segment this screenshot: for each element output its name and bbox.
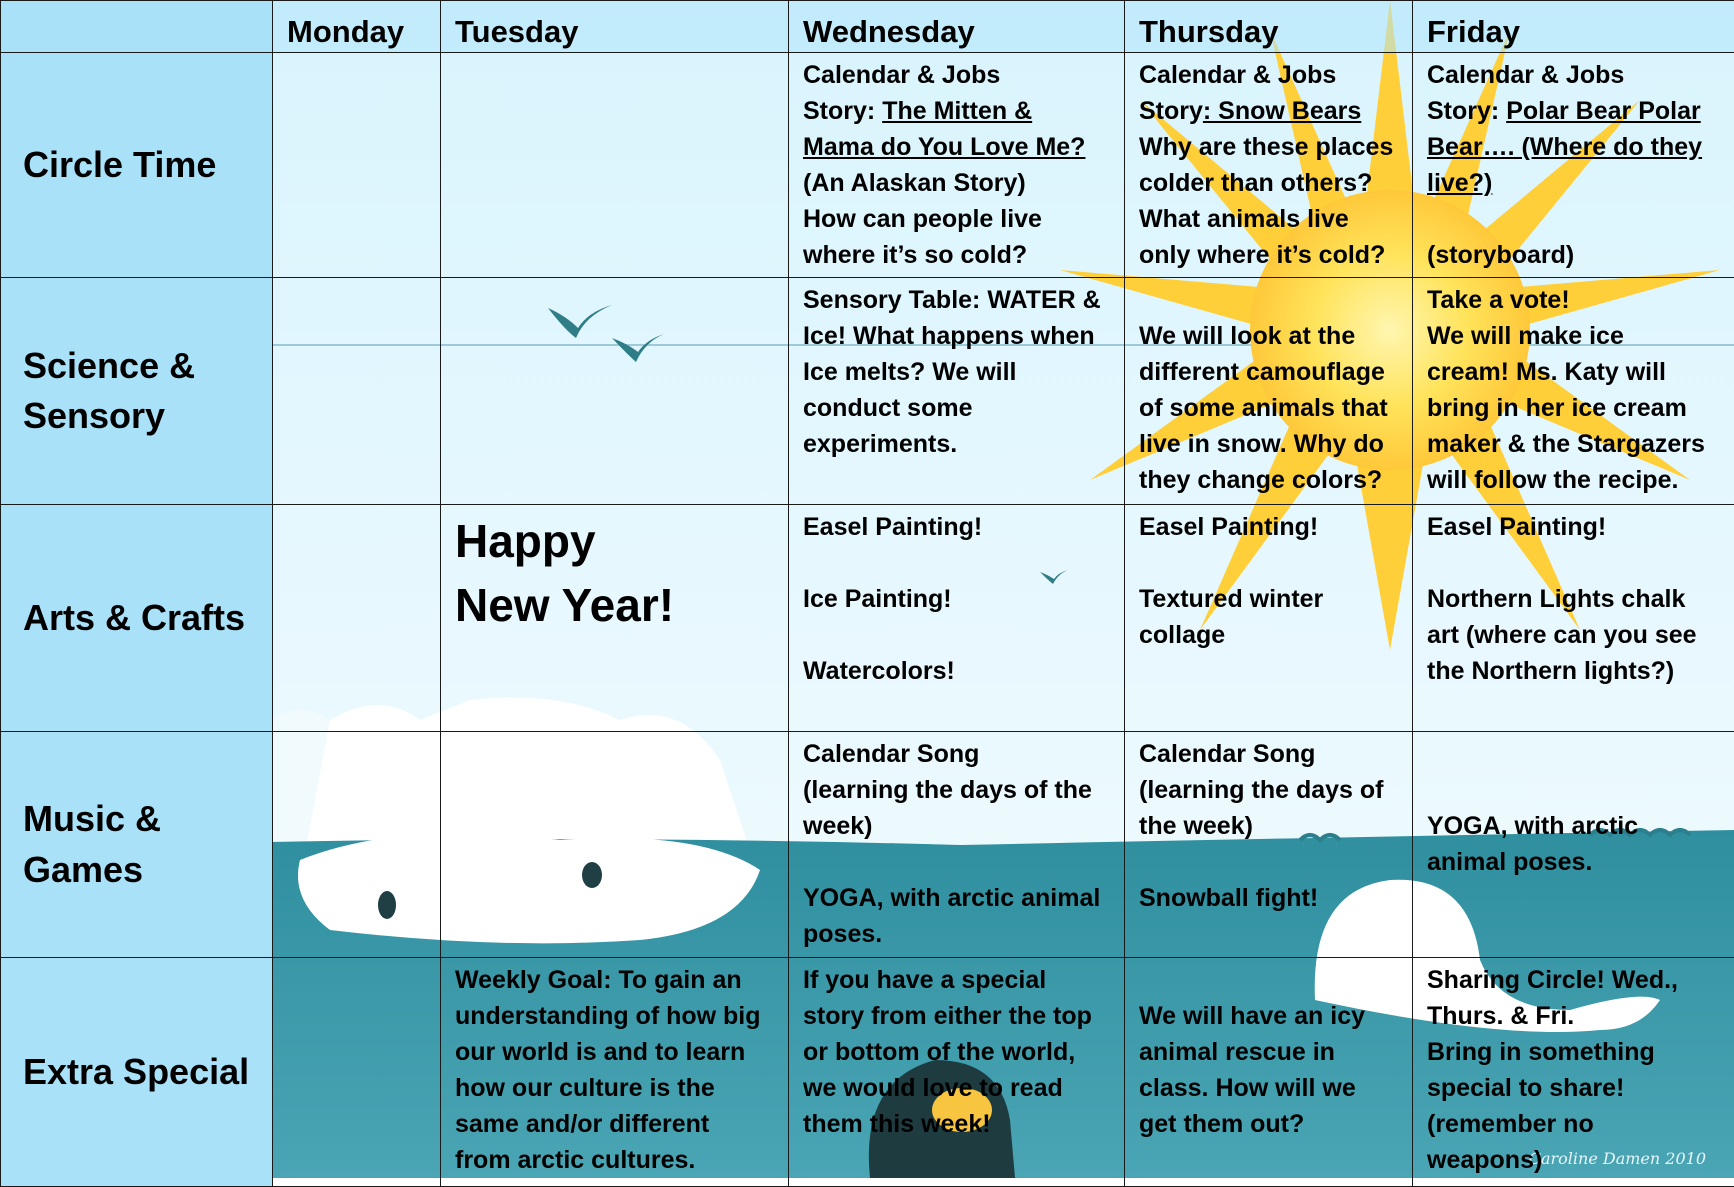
cell-line: Ice! What happens when <box>803 318 1114 354</box>
cell-extra-monday <box>273 958 441 1187</box>
cell-line: weapons) <box>1427 1142 1724 1178</box>
story-prefix: Story: <box>1427 97 1506 125</box>
cell-line: Calendar & Jobs <box>1427 57 1724 93</box>
row-label-music-games <box>1 732 273 958</box>
row-arts-crafts <box>1 505 1734 732</box>
story-title: Mama do You Love Me? <box>803 129 1114 165</box>
cell-extra-friday <box>1413 958 1734 1187</box>
cell-music-monday <box>273 732 441 958</box>
cell-line: them this week! <box>803 1106 1114 1142</box>
cell-line: How can people live <box>803 201 1114 237</box>
cell-line: Thurs. & Fri. <box>1427 998 1724 1034</box>
cell-line: Easel Painting! <box>1427 509 1724 545</box>
cell-line: week) <box>803 808 1114 844</box>
cell-line: Textured winter <box>1139 581 1402 617</box>
cell-line: animal rescue in <box>1139 1034 1402 1070</box>
header-friday: Friday <box>1413 1 1734 53</box>
header-row <box>1 1 1734 53</box>
cell-science-tuesday <box>441 278 789 505</box>
cell-line: YOGA, with arctic <box>1427 808 1724 844</box>
row-label-arts-crafts: Arts & Crafts <box>1 505 273 732</box>
header-wednesday: Wednesday <box>789 1 1125 53</box>
cell-line: from arctic cultures. <box>455 1142 778 1178</box>
cell-line: Ice Painting! <box>803 581 1114 617</box>
cell-line: conduct some <box>803 390 1114 426</box>
cell-science-wednesday <box>789 278 1125 505</box>
story-title: live?) <box>1427 165 1724 201</box>
story-prefix: Story: <box>803 97 882 125</box>
cell-line: special to share! <box>1427 1070 1724 1106</box>
cell-line: the week) <box>1139 808 1402 844</box>
cell-science-thursday <box>1125 278 1413 505</box>
greeting-line: New Year! <box>455 579 674 631</box>
cell-line: (learning the days of <box>1139 772 1402 808</box>
cell-science-monday <box>273 278 441 505</box>
cell-line <box>1427 93 1724 129</box>
story-title: Polar Bear Polar <box>1506 97 1701 125</box>
cell-line: collage <box>1139 617 1402 653</box>
row-music-games <box>1 732 1734 958</box>
artist-signature: Caroline Damen 2010 <box>1529 1149 1706 1168</box>
cell-music-tuesday <box>441 732 789 958</box>
cell-line <box>803 93 1114 129</box>
row-label-line: Music & <box>23 798 161 839</box>
cell-line: Calendar & Jobs <box>803 57 1114 93</box>
cell-arts-tuesday <box>441 505 789 732</box>
cell-line: Weekly Goal: To gain an <box>455 962 778 998</box>
cell-line: get them out? <box>1139 1106 1402 1142</box>
cell-line: Snowball fight! <box>1139 880 1402 916</box>
cell-extra-tuesday <box>441 958 789 1187</box>
row-label-line: Sensory <box>23 395 165 436</box>
cell-line: YOGA, with arctic animal <box>803 880 1114 916</box>
cell-line: Calendar & Jobs <box>1139 57 1402 93</box>
cell-arts-wednesday <box>789 505 1125 732</box>
cell-music-thursday <box>1125 732 1413 958</box>
cell-line: Easel Painting! <box>1139 509 1402 545</box>
cell-line: where it’s so cold? <box>803 237 1114 273</box>
cell-line: art (where can you see <box>1427 617 1724 653</box>
cell-line: (storyboard) <box>1427 237 1724 273</box>
cell-line: only where it’s cold? <box>1139 237 1402 273</box>
cell-line: Ice melts? We will <box>803 354 1114 390</box>
cell-line: We will look at the <box>1139 318 1402 354</box>
row-label-science-sensory <box>1 278 273 505</box>
row-label-circle-time: Circle Time <box>1 53 273 278</box>
cell-extra-thursday <box>1125 958 1413 1187</box>
cell-circle-monday <box>273 53 441 278</box>
cell-line: Bring in something <box>1427 1034 1724 1070</box>
cell-line: Why are these places <box>1139 129 1402 165</box>
story-title: Bear…. (Where do they <box>1427 129 1724 165</box>
cell-line: our world is and to learn <box>455 1034 778 1070</box>
cell-circle-friday <box>1413 53 1734 278</box>
row-circle-time <box>1 53 1734 278</box>
row-label-extra-special: Extra Special <box>1 958 273 1187</box>
cell-line: Calendar Song <box>803 736 1114 772</box>
cell-line: experiments. <box>803 426 1114 462</box>
cell-line: same and/or different <box>455 1106 778 1142</box>
cell-line: live in snow. Why do <box>1139 426 1402 462</box>
cell-line: of some animals that <box>1139 390 1402 426</box>
greeting-line: Happy <box>455 515 596 567</box>
cell-circle-wednesday <box>789 53 1125 278</box>
cell-line: Sharing Circle! Wed., <box>1427 962 1724 998</box>
header-monday: Monday <box>273 1 441 53</box>
cell-arts-thursday <box>1125 505 1413 732</box>
cell-line: (remember no <box>1427 1106 1724 1142</box>
cell-arts-monday <box>273 505 441 732</box>
cell-line: cream! Ms. Katy will <box>1427 354 1724 390</box>
cell-line: will follow the recipe. <box>1427 462 1724 498</box>
cell-line: Northern Lights chalk <box>1427 581 1724 617</box>
cell-line: If you have a special <box>803 962 1114 998</box>
cell-science-friday <box>1413 278 1734 505</box>
story-title: : Snow Bears <box>1203 97 1361 125</box>
cell-line: We will make ice <box>1427 318 1724 354</box>
cell-line: class. How will we <box>1139 1070 1402 1106</box>
cell-line: Calendar Song <box>1139 736 1402 772</box>
cell-circle-tuesday <box>441 53 789 278</box>
cell-line: Take a vote! <box>1427 282 1724 318</box>
cell-line: (learning the days of the <box>803 772 1114 808</box>
row-label-line: Games <box>23 849 143 890</box>
cell-line <box>1139 93 1402 129</box>
cell-line: different camouflage <box>1139 354 1402 390</box>
cell-circle-thursday <box>1125 53 1413 278</box>
cell-line: maker & the Stargazers <box>1427 426 1724 462</box>
cell-line: Watercolors! <box>803 653 1114 689</box>
cell-line: Sensory Table: WATER & <box>803 282 1114 318</box>
cell-line: or bottom of the world, <box>803 1034 1114 1070</box>
cell-extra-wednesday <box>789 958 1125 1187</box>
cell-line: understanding of how big <box>455 998 778 1034</box>
cell-line: (An Alaskan Story) <box>803 165 1114 201</box>
header-corner <box>1 1 273 53</box>
cell-line: We will have an icy <box>1139 998 1402 1034</box>
cell-line: the Northern lights?) <box>1427 653 1724 689</box>
header-tuesday: Tuesday <box>441 1 789 53</box>
row-label-line: Science & <box>23 345 195 386</box>
cell-music-friday <box>1413 732 1734 958</box>
cell-line: colder than others? <box>1139 165 1402 201</box>
cell-line: Easel Painting! <box>803 509 1114 545</box>
cell-music-wednesday <box>789 732 1125 958</box>
row-science-sensory <box>1 278 1734 505</box>
header-thursday: Thursday <box>1125 1 1413 53</box>
cell-line: we would love to read <box>803 1070 1114 1106</box>
cell-line: animal poses. <box>1427 844 1724 880</box>
cell-line: bring in her ice cream <box>1427 390 1724 426</box>
story-title: The Mitten & <box>882 97 1032 125</box>
cell-line: they change colors? <box>1139 462 1402 498</box>
cell-line: story from either the top <box>803 998 1114 1034</box>
story-prefix: Story <box>1139 97 1203 125</box>
cell-line: What animals live <box>1139 201 1402 237</box>
cell-line: how our culture is the <box>455 1070 778 1106</box>
cell-line: poses. <box>803 916 1114 952</box>
row-extra-special <box>1 958 1734 1187</box>
cell-arts-friday <box>1413 505 1734 732</box>
